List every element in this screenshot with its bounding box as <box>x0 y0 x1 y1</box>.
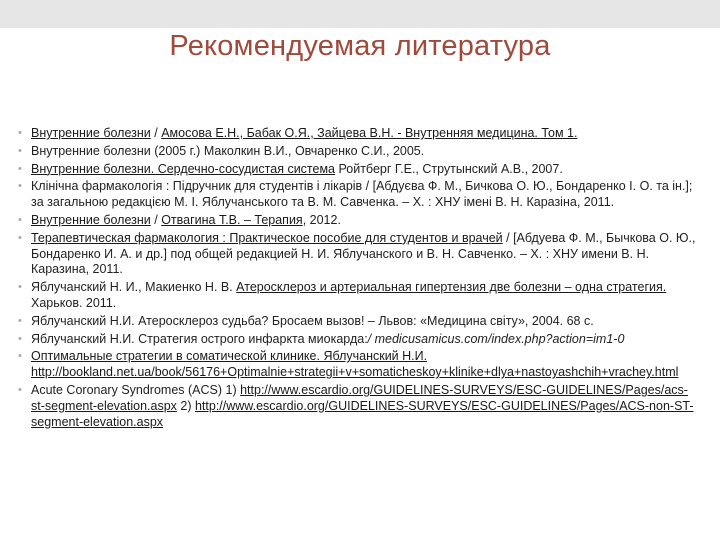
bullet-icon: • <box>18 213 22 226</box>
reference-text: Клінічна фармакологія : Підручник для студентів і лікарів / [Абдуєва Ф. М., Бичкова О. Ю., Бондаренко І. О. та ін.]; за загальною редакцією М. І. Яблучанського та В. М. Савченка. – Х. : ХНУ імені В. Н. Каразіна, 2011. <box>31 179 693 210</box>
reference-text: , 2012. <box>302 212 341 227</box>
bullet-icon: • <box>18 144 22 157</box>
bullet-icon: • <box>18 332 22 345</box>
reference-item <box>18 126 698 142</box>
bullet-icon: • <box>18 350 22 363</box>
reference-text: / medicusamicus.com/index.php?action=im1-0 <box>367 331 625 346</box>
reference-text: / <box>150 212 162 227</box>
reference-text: Acute Coronary Syndromes (ACS) 1) <box>31 382 241 397</box>
reference-text: 2) <box>176 398 195 413</box>
bullet-icon: • <box>18 314 22 327</box>
bullet-icon: • <box>18 281 22 294</box>
reference-item <box>18 349 698 381</box>
reference-link[interactable]: Амосова Е.Н., Бабак О.Я., Зайцева В.Н. - Внутренняя медицина. Том 1. <box>161 126 578 140</box>
bullet-icon: • <box>18 383 22 396</box>
reference-link[interactable]: Внутренние болезни. Сердечно-сосудистая система <box>31 161 336 176</box>
reference-link[interactable]: Внутренние болезни <box>31 212 151 227</box>
reference-text: Яблучанский Н.И. Стратегия острого инфаркта миокарда: <box>31 331 368 346</box>
reference-link[interactable]: http://www.escardio.org/GUIDELINES-SURVEYS/ESC-GUIDELINES/Pages/ACS-non-ST-segment-elevation.aspx <box>31 398 694 429</box>
reference-item <box>18 314 698 330</box>
reference-link[interactable]: http://www.escardio.org/GUIDELINES-SURVEYS/ESC-GUIDELINES/Pages/acs-st-segment-elevation.aspx <box>31 382 688 413</box>
reference-item <box>18 162 698 178</box>
reference-text: / [Абдуева Ф. М., Бычкова О. Ю., Бондаренко И. А. и др.] под общей редакцией Н. И. Яблучанского и В. Н. Савченко. – Х. : ХНУ имени В. Н. Каразина, 2011. <box>31 230 696 277</box>
slide-title: Рекомендуемая литература <box>169 30 551 62</box>
top-band <box>0 0 720 28</box>
bullet-icon: • <box>18 127 22 139</box>
reference-link[interactable]: Атеросклероз и артериальная гипертензия две болезни – одна стратегия. <box>236 280 667 295</box>
reference-item <box>18 383 698 430</box>
reference-text: Ройтберг Г.Е., Струтынский А.В., 2007. <box>335 161 563 176</box>
reference-item <box>18 144 698 160</box>
reference-item <box>18 231 698 278</box>
reference-item <box>18 213 698 229</box>
reference-link[interactable]: http://bookland.net.ua/book/56176+Optimalnie+strategii+v+somaticheskoy+klinike+dlya+nastoyashchih+vrachey.html <box>31 365 679 380</box>
reference-link[interactable]: Оптимальные стратегии в соматической клинике. Яблучанский Н.И. <box>31 349 428 364</box>
reference-link[interactable]: Внутренние болезни <box>31 126 151 140</box>
bullet-icon: • <box>18 180 22 193</box>
reference-item <box>18 332 698 348</box>
reference-text: Яблучанский Н. И., Макиенко Н. В. <box>31 280 237 295</box>
reference-link[interactable]: Отвагина Т.В. – Терапия <box>161 212 303 227</box>
reference-item <box>18 280 698 312</box>
reference-item <box>18 179 698 211</box>
bullet-icon: • <box>18 231 22 244</box>
reference-text: Харьков. 2011. <box>31 295 117 310</box>
reference-text: Яблучанский Н.И. Атеросклероз судьба? Бросаем вызов! – Львов: «Медицина світу», 2004. 68 с. <box>31 313 594 328</box>
reference-list <box>18 126 698 432</box>
reference-link[interactable]: Терапевтическая фармакология : Практическое пособие для студентов и врачей <box>31 230 503 245</box>
bullet-icon: • <box>18 162 22 175</box>
reference-text: Внутренние болезни (2005 г.) Маколкин В.И., Овчаренко С.И., 2005. <box>31 143 425 158</box>
reference-text: / <box>150 126 162 140</box>
